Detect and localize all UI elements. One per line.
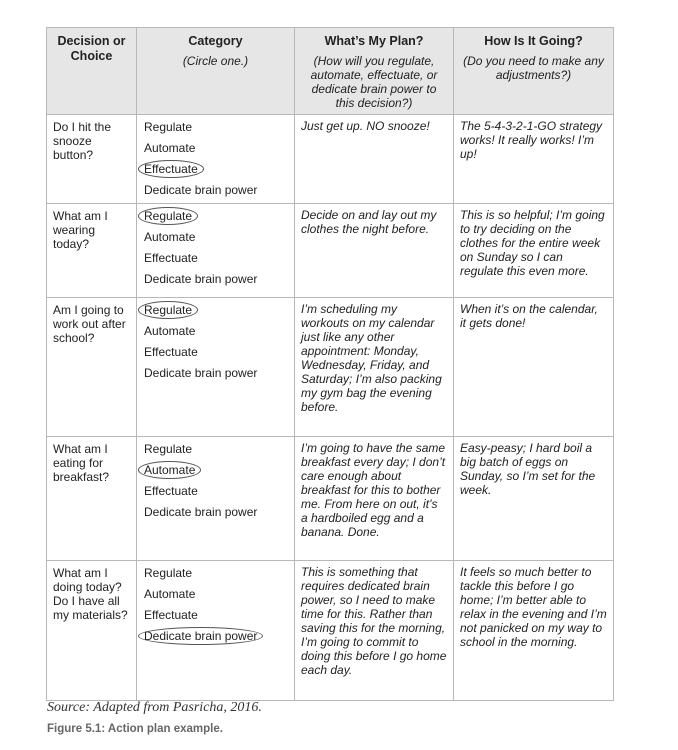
category-option [143,584,288,605]
category-option-circled [143,626,288,647]
action-plan-table [46,27,614,701]
category-option [143,180,288,201]
table-row [47,115,614,204]
category-cell [137,204,295,298]
header-going-sub: (Do you need to make any adjustments?) [463,54,604,82]
table-row [47,204,614,298]
header-category-sub: (Circle one.) [182,54,249,68]
going-cell: It feels so much better to tackle this before I go home; I’m better able to relax in the evening and I’m not panicked on my way to school in the morning. [454,561,614,701]
category-option [143,439,288,460]
plan-cell: I’m going to have the same breakfast every day; I don’t care enough about breakfast for this to bother me. From here on out, it’s a hardboiled egg and a banana. Done. [295,437,454,561]
category-option [143,248,288,269]
header-plan-title: What’s My Plan? [324,34,424,48]
category-option-circled [143,206,288,227]
category-option-label: Dedicate brain power [144,366,258,380]
category-option-label: Automate [138,461,201,479]
plan-cell: This is something that requires dedicated brain power, so I need to make time for this. Rather than saving this for the morning, I’m going to commit to doing this before I go home each day. [295,561,454,701]
header-going-title: How Is It Going? [484,34,583,48]
category-option-label: Effectuate [144,345,198,359]
table-row [47,437,614,561]
header-decision [47,28,137,115]
category-cell [137,115,295,204]
header-category-title: Category [188,34,243,48]
category-option-label: Effectuate [144,251,198,265]
category-option [143,481,288,502]
going-cell: This is so helpful; I’m going to try deciding on the clothes for the entire week on Sunday so I can regulate this even more. [454,204,614,298]
category-option-circled [143,159,288,180]
decision-cell: Am I going to work out after school? [47,298,137,437]
plan-cell: Decide on and lay out my clothes the night before. [295,204,454,298]
category-cell [137,561,295,701]
category-option [143,563,288,584]
category-option-label: Effectuate [138,160,204,178]
category-option-label: Regulate [138,207,198,225]
category-option [143,502,288,523]
category-option-label: Automate [144,230,196,244]
category-option [143,269,288,290]
plan-cell: Just get up. NO snooze! [295,115,454,204]
category-option-label: Automate [144,324,196,338]
category-option-label: Automate [144,587,196,601]
category-option-label: Dedicate brain power [144,183,258,197]
decision-cell: What am I eating for breakfast? [47,437,137,561]
category-option [143,321,288,342]
header-plan [295,28,454,115]
category-option-label: Dedicate brain power [138,627,263,645]
category-option [143,342,288,363]
category-option-circled [143,300,288,321]
header-going [454,28,614,115]
plan-cell: I’m scheduling my workouts on my calendar just like any other appointment: Monday, Wednesday, Friday, and Saturday; I’m also packing my gym bag the evening before. [295,298,454,437]
category-option [143,227,288,248]
category-option-label: Dedicate brain power [144,505,258,519]
category-option [143,605,288,626]
category-option-label: Dedicate brain power [144,272,258,286]
header-category [137,28,295,115]
category-option [143,117,288,138]
header-decision-title: Decision or Choice [57,34,126,63]
decision-cell: Do I hit the snooze button? [47,115,137,204]
category-option-label: Regulate [144,442,193,456]
header-plan-sub: (How will you regulate, automate, effectuate, or dedicate brain power to this decision?) [310,54,438,110]
source-note: Source: Adapted from Pasricha, 2016. [47,700,262,715]
category-option-label: Regulate [144,120,193,134]
going-cell: The 5-4-3-2-1-GO strategy works! It really works! I’m up! [454,115,614,204]
header-row [47,28,614,115]
category-option [143,363,288,384]
category-option-label: Regulate [144,566,193,580]
going-cell: When it’s on the calendar, it gets done! [454,298,614,437]
decision-cell: What am I wearing today? [47,204,137,298]
category-cell [137,437,295,561]
table-row [47,561,614,701]
category-option-label: Automate [144,141,196,155]
table-row [47,298,614,437]
category-option-label: Regulate [138,301,198,319]
category-option [143,138,288,159]
category-option-label: Effectuate [144,608,198,622]
category-option-circled [143,460,288,481]
going-cell: Easy-peasy; I hard boil a big batch of eggs on Sunday, so I’m set for the week. [454,437,614,561]
figure-caption: Figure 5.1: Action plan example. [47,723,223,735]
category-cell [137,298,295,437]
category-option-label: Effectuate [144,484,198,498]
decision-cell: What am I doing today? Do I have all my materials? [47,561,137,701]
